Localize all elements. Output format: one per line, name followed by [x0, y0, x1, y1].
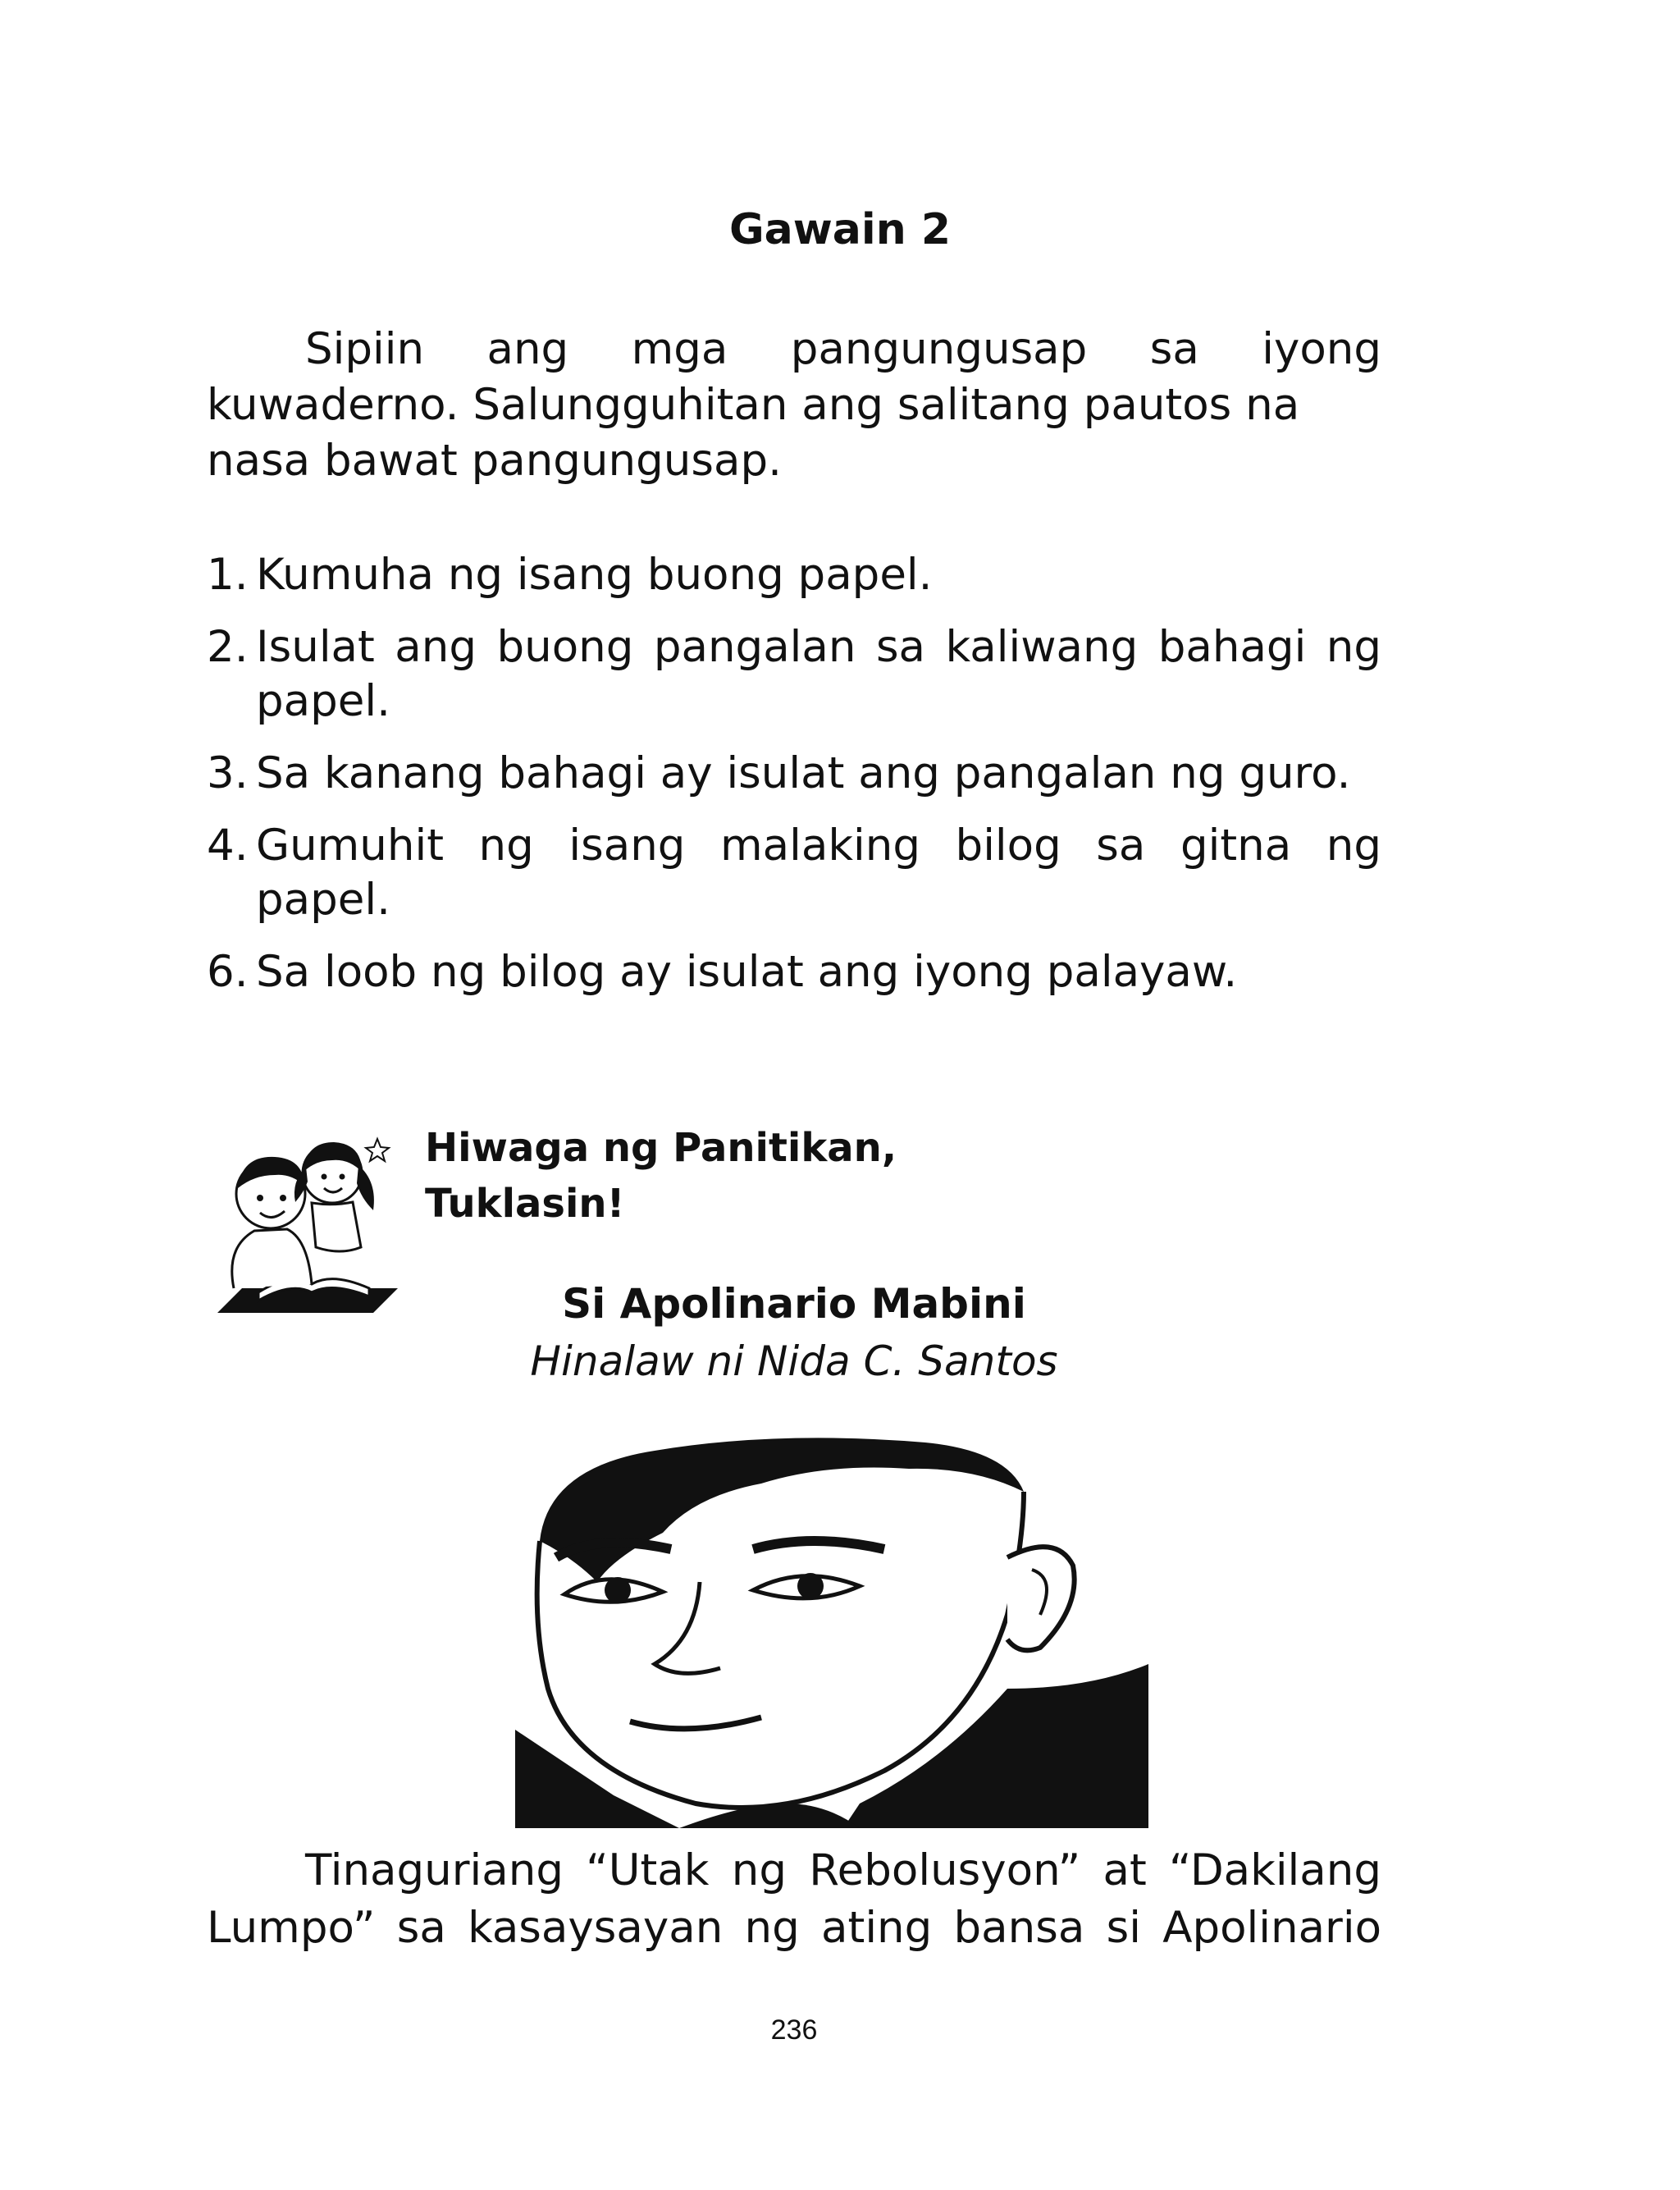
item-number: 2. [207, 622, 249, 672]
apolinario-mabini-portrait [515, 1418, 1148, 1828]
item-number: 6. [207, 947, 249, 997]
item-number: 1. [207, 550, 249, 600]
list-item [207, 747, 1381, 801]
item-text: Gumuhit ng isang malaking bilog sa gitna ng [256, 821, 1381, 871]
item-text: Sa kanang bahagi ay isulat ang pangalan ng guro. [256, 748, 1351, 798]
activity-instructions [207, 322, 1381, 489]
item-number: 3. [207, 748, 249, 798]
list-item [207, 548, 1381, 602]
item-text: Isulat ang buong pangalan sa kaliwang bahagi ng [256, 622, 1381, 672]
item-text: Sa loob ng bilog ay isulat ang iyong palayaw. [256, 947, 1238, 997]
paragraph-line: Tinaguriang “Utak ng Rebolusyon” at “Dakilang [305, 1845, 1381, 1895]
instruction-line: kuwaderno. Salungguhitan ang salitang pautos na [207, 380, 1300, 430]
activity-title: Gawain 2 [728, 205, 952, 254]
section-heading [425, 1120, 897, 1232]
instruction-line: nasa bawat pangungusap. [207, 436, 782, 486]
instruction-line: Sipiin ang mga pangungusap sa iyong [305, 324, 1381, 374]
section-heading-line: Tuklasin! [425, 1181, 625, 1227]
page-number: 236 [770, 2014, 818, 2046]
item-text-continued: papel. [256, 676, 390, 726]
story-title: Si Apolinario Mabini [562, 1280, 1026, 1328]
section-heading-line: Hiwaga ng Panitikan, [425, 1125, 897, 1171]
paragraph-line: Lumpo” sa kasaysayan ng ating bansa si Apolinario [207, 1903, 1381, 1953]
list-item [207, 945, 1381, 999]
item-number: 4. [207, 821, 249, 871]
list-item [207, 620, 1381, 729]
sentence-list [207, 548, 1381, 1017]
story-author: Hinalaw ni Nida C. Santos [530, 1337, 1058, 1385]
item-text-continued: papel. [256, 875, 390, 925]
item-text: Kumuha ng isang buong papel. [256, 550, 933, 600]
story-paragraph [207, 1842, 1381, 1957]
list-item [207, 819, 1381, 927]
